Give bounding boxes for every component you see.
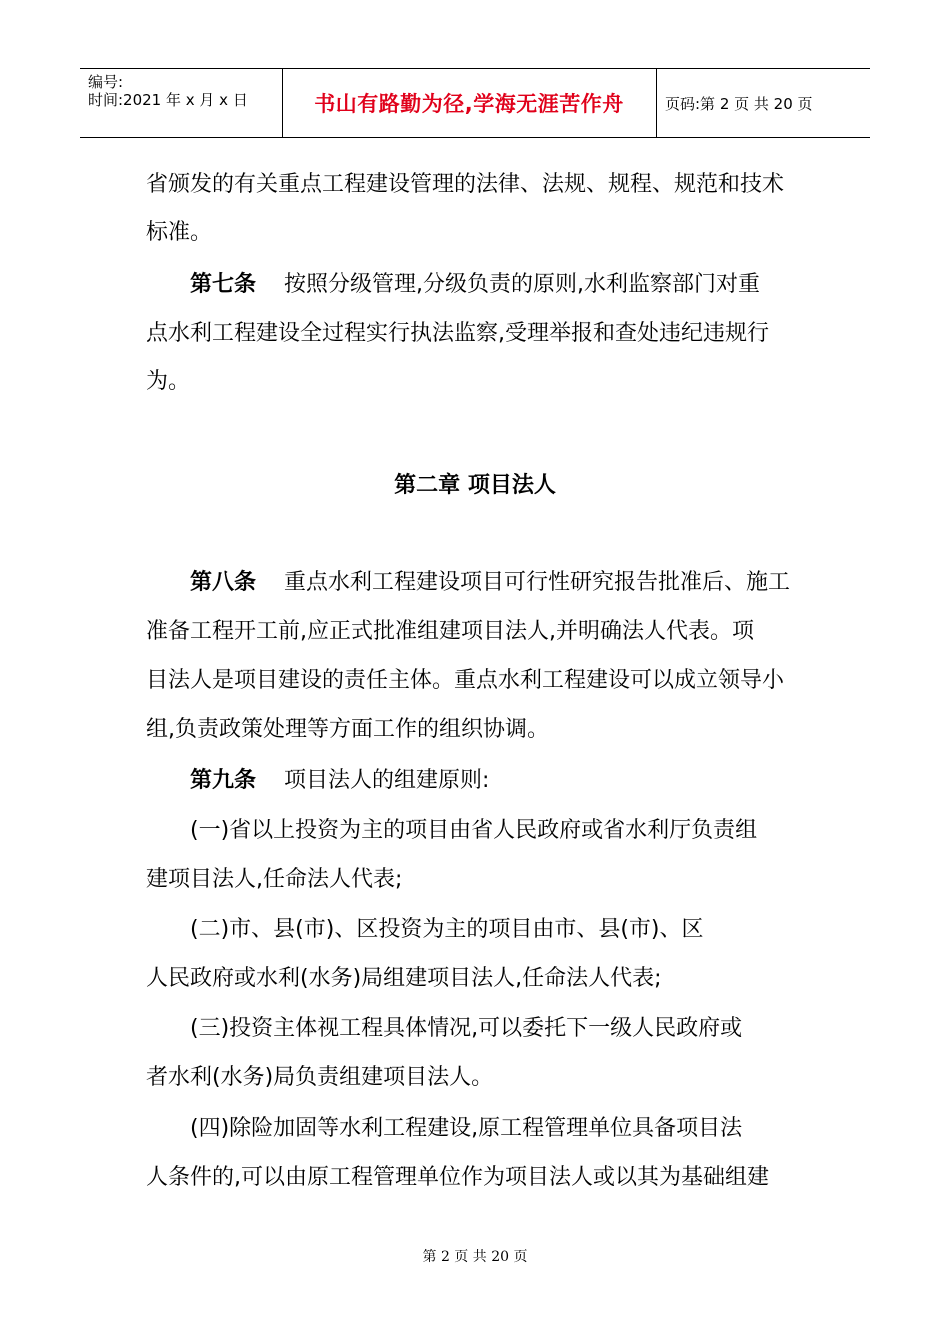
article-9-label: 第九条 [190,768,257,793]
page-footer: 第 2 页 共 20 页 [422,1249,528,1265]
paragraph-line: 准备工程开工前,应正式批准组建项目法人,并明确法人代表。项 [146,619,754,644]
article-7-label: 第七条 [190,272,257,297]
time-label: 时间:2021 年 x 月 x 日 [88,91,248,109]
paragraph-line: 标准。 [146,220,213,245]
chapter-title: 第二章 项目法人 [394,473,556,498]
paragraph-line: 者水利(水务)局负责组建项目法人。 [146,1065,494,1090]
article-7-line [190,270,760,300]
list-item-1: (一)省以上投资为主的项目由省人民政府或省水利厅负责组 [190,818,758,843]
number-label: 编号: [88,73,124,91]
list-item-4: (四)除险加固等水利工程建设,原工程管理单位具备项目法 [190,1116,743,1141]
page-header [80,68,870,138]
paragraph-line: 点水利工程建设全过程实行执法监察,受理举报和查处违纪违规行 [146,321,769,346]
article-7-text: 按照分级管理,分级负责的原则,水利监察部门对重 [284,272,761,297]
article-9-text: 项目法人的组建原则: [284,768,490,793]
paragraph-line: 组,负责政策处理等方面工作的组织协调。 [146,717,549,742]
paragraph-line: 省颁发的有关重点工程建设管理的法律、法规、规程、规范和技术 [146,172,785,197]
list-item-3: (三)投资主体视工程具体情况,可以委托下一级人民政府或 [190,1016,743,1041]
paragraph-line: 建项目法人,任命法人代表; [146,867,403,892]
article-8-text: 重点水利工程建设项目可行性研究报告批准后、施工 [284,570,791,595]
paragraph-line: 人民政府或水利(水务)局组建项目法人,任命法人代表; [146,966,662,991]
paragraph-line: 人条件的,可以由原工程管理单位作为项目法人或以其为基础组建 [146,1165,769,1190]
header-page-info: 页码:第 2 页 共 20 页 [665,94,813,113]
paragraph-line: 目法人是项目建设的责任主体。重点水利工程建设可以成立领导小 [146,668,785,693]
article-9-line [190,766,489,796]
paragraph-line: 为。 [146,369,191,394]
article-8-line [190,568,790,598]
header-meta [80,69,283,137]
list-item-2: (二)市、县(市)、区投资为主的项目由市、县(市)、区 [190,917,704,942]
header-motto: 书山有路勤为径,学海无涯苦作舟 [282,69,657,137]
article-8-label: 第八条 [190,570,257,595]
